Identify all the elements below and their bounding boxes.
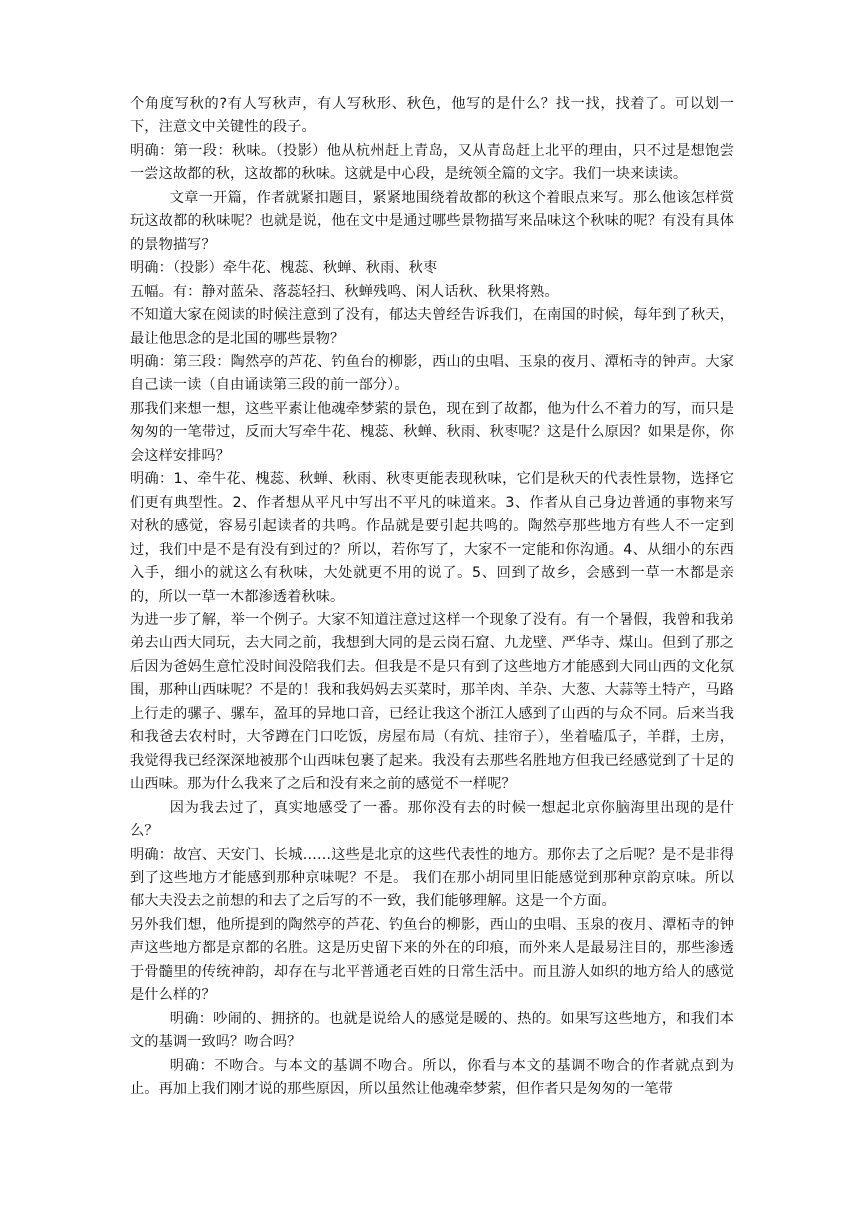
paragraph: 明确：故宫、天安门、长城……这些是北京的这些代表性的地方。那你去了之后呢？是不是非得到了这些地方才能感到那种京味呢？不是。 我们在那小胡同里旧能感觉到那种京韵京味。所以郁大夫没去之前想的和去了之后写的不一致，我们能够理解。这是一个方面。 <box>130 846 734 910</box>
paragraph: 为进一步了解，举一个例子。大家不知道注意过这样一个现象了没有。有一个暑假，我曾和我弟弟去山西大同玩，去大同之前，我想到大同的是云岗石窟、九龙壁、严华寺、煤山。但到了那之后因为爸妈生意忙没时间没陪我们去。但我是不是只有到了这些地方才能感到大同山西的文化氛围，那种山西味呢？不是的！我和我妈妈去买菜时，那羊肉、羊杂、大葱、大蒜等土特产，马路上行走的骡子、骡车，盈耳的异地口音，已经让我这个浙江人感到了山西的与众不同。后来当我和我爸去农村时，大爷蹲在门口吃饭，房屋布局（有炕、挂帘子），坐着嗑瓜子，羊群，土房，我觉得我已经深深地被那个山西味包裹了起来。我没有去那些名胜地方但我已经感觉到了十足的山西味。那为什么我来了之后和没有来之前的感觉不一样呢？ <box>130 611 734 793</box>
paragraph: 那我们来想一想，这些平素让他魂牵梦萦的景色，现在到了故都，他为什么不着力的写，而只是匆匆的一笔带过，反而大写牵牛花、槐蕊、秋蝉、秋雨、秋枣呢？这是什么原因？如果是你，你会这样安排吗？ <box>130 400 734 464</box>
paragraph: 另外我们想，他所提到的陶然亭的芦花、钓鱼台的柳影，西山的虫唱、玉泉的夜月、潭柘寺的钟声这些地方都是京都的名胜。这是历史留下来的外在的印痕，而外来人是最易注目的，那些渗透于骨髓里的传统神韵，却存在与北平普通老百姓的日常生活中。而且游人如织的地方给人的感觉是什么样的？ <box>130 916 734 1004</box>
paragraph: 因为我去过了，真实地感受了一番。那你没有去的时候一想起北京你脑海里出现的是什么？ <box>130 799 734 840</box>
paragraph: 明确：第三段：陶然亭的芦花、钓鱼台的柳影，西山的虫唱、玉泉的夜月、潭柘寺的钟声。大家自己读一读（自由诵读第三段的前一部分）。 <box>130 353 734 394</box>
paragraph: 文章一开篇，作者就紧扣题目，紧紧地围绕着故都的秋这个着眼点来写。那么他该怎样赏玩这故都的秋味呢？也就是说，他在文中是通过哪些景物描写来品味这个秋味的呢？有没有具体的景物描写？ <box>130 189 734 253</box>
paragraph: 明确：吵闹的、拥挤的。也就是说给人的感觉是暖的、热的。如果写这些地方，和我们本文的基调一致吗？吻合吗？ <box>130 1010 734 1051</box>
paragraph: 明确：1、牵牛花、槐蕊、秋蝉、秋雨、秋枣更能表现秋味，它们是秋天的代表性景物，选择它们更有典型性。2、作者想从平凡中写出不平凡的味道来。3、作者从自己身边普通的事物来写对秋的感觉，容易引起读者的共鸣。作品就是要引起共鸣的。陶然亭那些地方有些人不一定到过，我们中是不是有没有到过的？所以，若你写了，大家不一定能和你沟通。4、从细小的东西入手，细小的就这么有秋味，大处就更不用的说了。5、回到了故乡，会感到一草一木都是亲的，所以一草一木都渗透着秋味。 <box>130 471 734 605</box>
document-body <box>130 93 734 1101</box>
paragraph: 明确：不吻合。与本文的基调不吻合。所以，你看与本文的基调不吻合的作者就点到为止。再加上我们刚才说的那些原因，所以虽然让他魂牵梦萦，但作者只是匆匆的一笔带 <box>130 1057 734 1098</box>
paragraph: 五幅。有：静对蓝朵、落蕊轻扫、秋蝉残鸣、闲人话秋、秋果将熟。 <box>130 283 559 300</box>
paragraph: 明确：（投影）牵牛花、槐蕊、秋蝉、秋雨、秋枣 <box>130 260 438 277</box>
paragraph: 明确：第一段：秋味。（投影）他从杭州赶上青岛，又从青岛赶上北平的理由，只不过是想饱尝一尝这故都的秋，这故都的秋味。这就是中心段，是统领全篇的文字。我们一块来读读。 <box>130 142 734 183</box>
paragraph: 个角度写秋的?有人写秋声，有人写秋形、秋色，他写的是什么？找一找，找着了。可以划一下，注意文中关键性的段子。 <box>130 96 734 136</box>
paragraph: 不知道大家在阅读的时候注意到了没有，郁达夫曾经告诉我们，在南国的时候，每年到了秋天，最让他思念的是北国的哪些景物？ <box>130 307 734 347</box>
